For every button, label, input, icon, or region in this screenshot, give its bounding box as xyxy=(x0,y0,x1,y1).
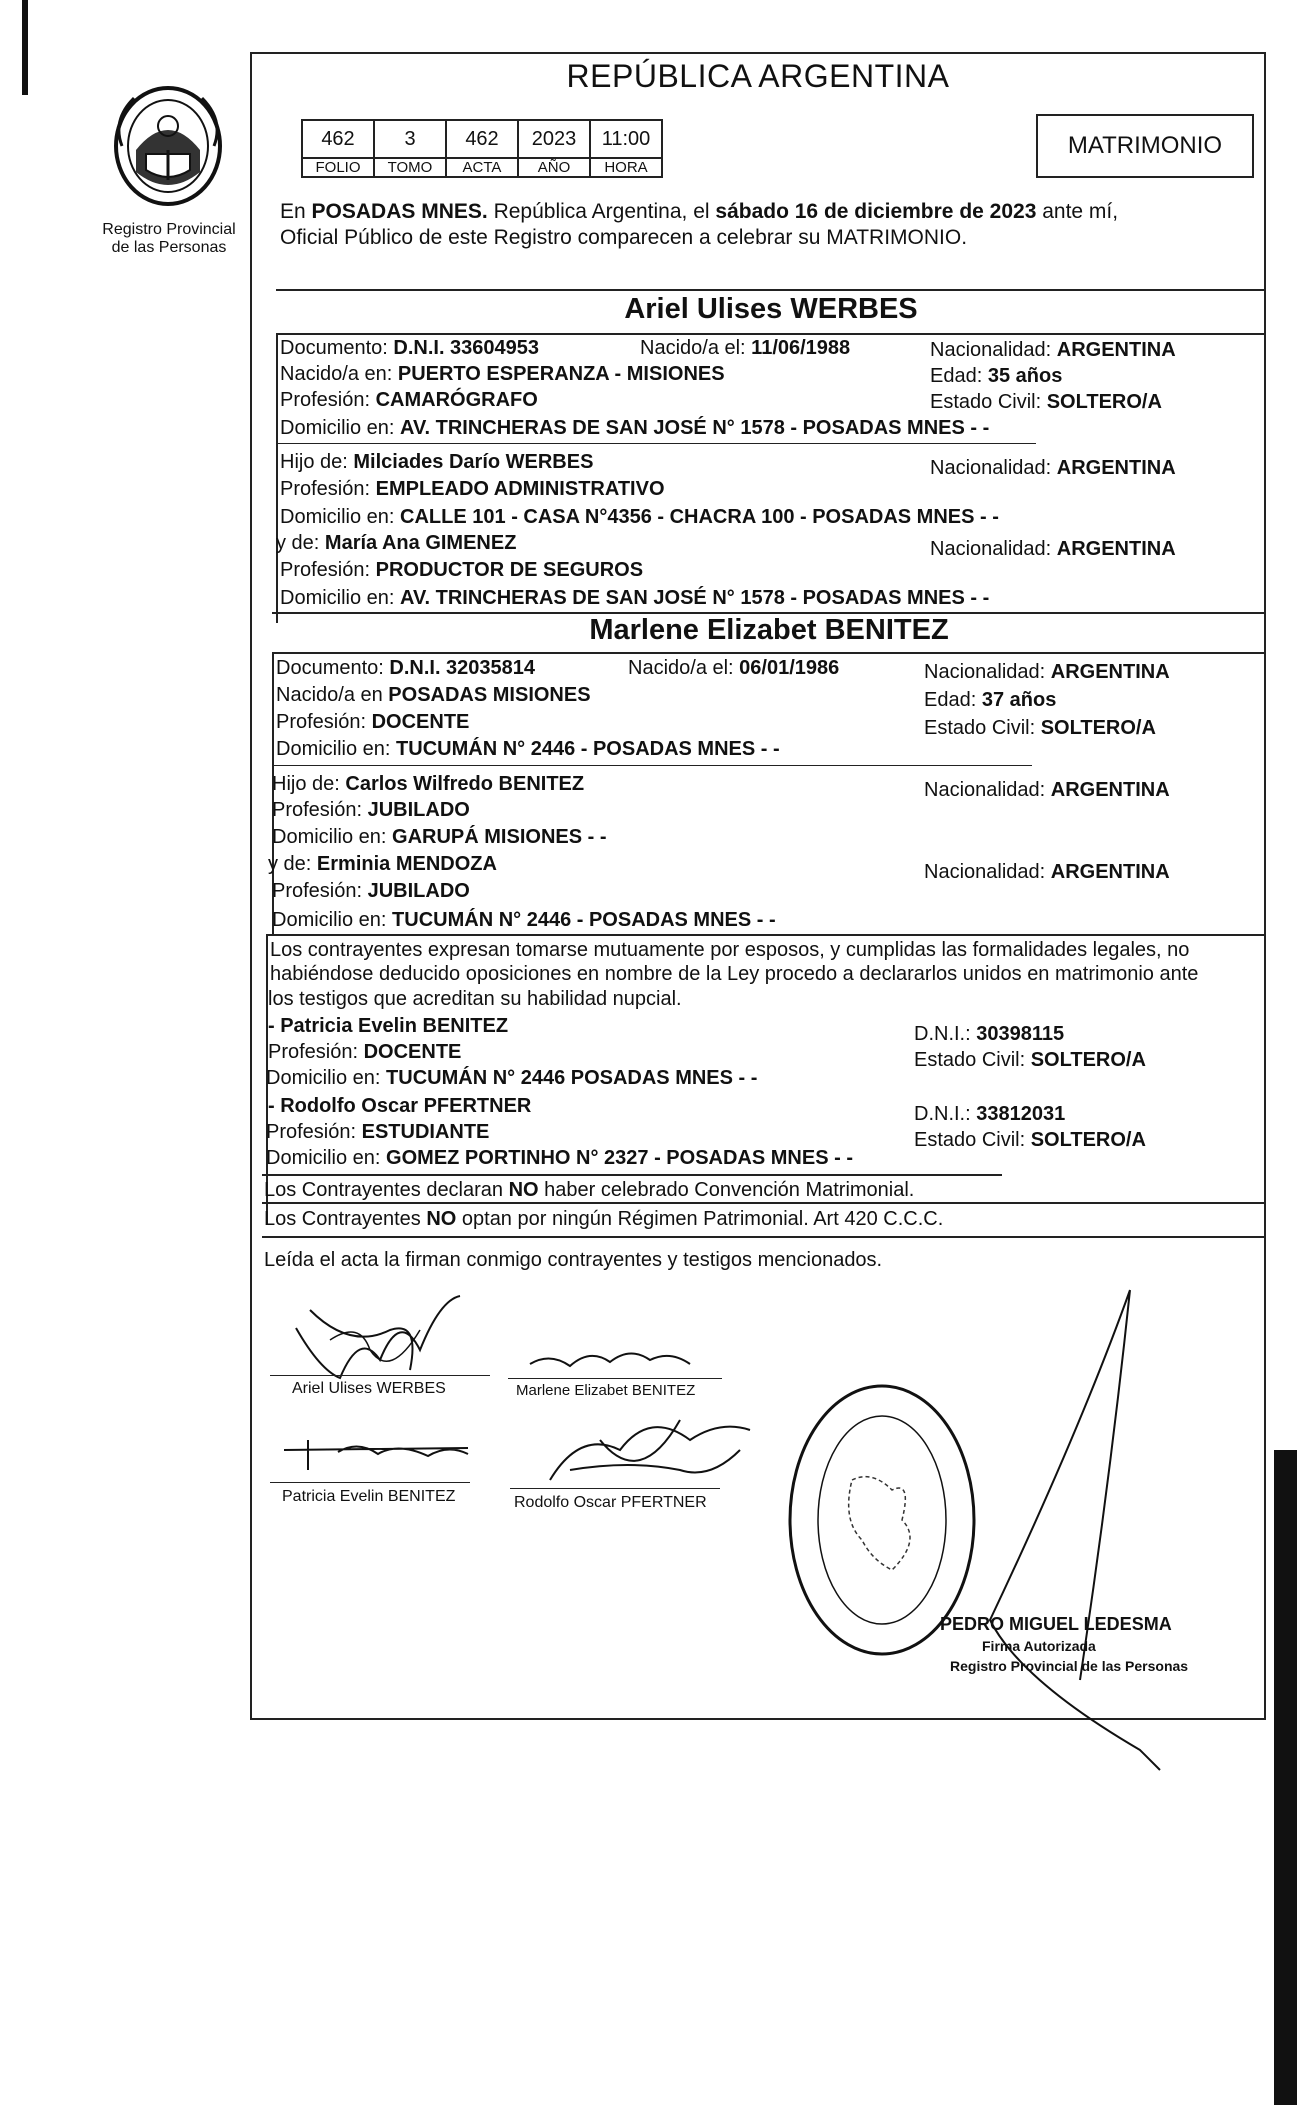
spouse2-profession-value: DOCENTE xyxy=(371,711,470,733)
intro-text-c: ante mí, xyxy=(1036,200,1119,223)
witness2-dni xyxy=(914,1102,1065,1126)
spouse1-father-nationality-value: ARGENTINA xyxy=(1056,457,1176,479)
spouse1-name: Ariel Ulises WERBES xyxy=(624,293,918,325)
spouse1-age-value: 35 años xyxy=(987,365,1063,387)
divider-convention xyxy=(262,1174,1002,1176)
spouse1-mother-address xyxy=(280,586,989,610)
scan-edge-left xyxy=(22,0,28,95)
label-nacionalidad-f2: Nacionalidad: xyxy=(924,779,1051,801)
label-nacionalidad-2: Nacionalidad: xyxy=(924,661,1051,683)
declaration-line3: los testigos que acreditan su habilidad nupcial. xyxy=(268,988,682,1010)
label-dni-w2: D.N.I.: xyxy=(914,1103,977,1125)
spouse1-father-name: Milciades Darío WERBES xyxy=(353,451,594,473)
intro-line1 xyxy=(280,200,1118,224)
spouse2-birthdate-value: 06/01/1986 xyxy=(739,657,840,679)
spouse1-document xyxy=(280,336,539,360)
label-nacido-en-2: Nacido/a en xyxy=(276,684,389,706)
spouse2-document-value: D.N.I. 32035814 xyxy=(389,657,536,679)
label-domicilio: Domicilio en: xyxy=(280,417,401,439)
spouse2-signature-caption: Marlene Elizabet BENITEZ xyxy=(516,1382,696,1399)
spouse1-profession xyxy=(280,388,538,412)
spouse2-profession xyxy=(276,710,469,734)
label-dni-w1: D.N.I.: xyxy=(914,1023,977,1045)
label-domicilio-2: Domicilio en: xyxy=(276,738,397,760)
spouse1-mother-nationality-value: ARGENTINA xyxy=(1056,538,1176,560)
label-profesion: Profesión: xyxy=(280,389,376,411)
witness2-profession-value: ESTUDIANTE xyxy=(361,1121,490,1143)
spouse2-father xyxy=(272,772,584,796)
label-profesion-f1: Profesión: xyxy=(280,478,376,500)
intro-date: sábado 16 de diciembre de 2023 xyxy=(715,200,1037,223)
country-title: REPÚBLICA ARGENTINA xyxy=(566,58,950,94)
label-profesion-f2: Profesión: xyxy=(272,799,368,821)
label-nacionalidad: Nacionalidad: xyxy=(930,339,1057,361)
label-estado-civil-2: Estado Civil: xyxy=(924,717,1041,739)
label-estado-civil-w2: Estado Civil: xyxy=(914,1129,1031,1151)
witness2-address-value: GOMEZ PORTINHO N° 2327 - POSADAS MNES - - xyxy=(386,1147,853,1169)
spouse1-birthdate xyxy=(640,336,850,360)
label-domicilio-m2: Domicilio en: xyxy=(272,909,393,931)
official-office: Registro Provincial de las Personas xyxy=(950,1658,1189,1674)
spouse1-mother-profession xyxy=(280,558,643,582)
spouse1-father-profession xyxy=(280,477,665,501)
witness2-profession xyxy=(266,1120,489,1144)
spouse2-name: Marlene Elizabet BENITEZ xyxy=(589,614,949,646)
spouse2-birthplace xyxy=(276,683,591,707)
witness2-signature-icon xyxy=(540,1400,760,1500)
spouse2-birthplace-value: POSADAS MISIONES xyxy=(388,684,591,706)
spouse1-father-profession-value: EMPLEADO ADMINISTRATIVO xyxy=(375,478,665,500)
label-nacido-el-2: Nacido/a el: xyxy=(628,657,740,679)
witness1-profession xyxy=(268,1040,461,1064)
label-estado-civil-w1: Estado Civil: xyxy=(914,1049,1031,1071)
spouse-block-left-border xyxy=(276,333,278,623)
acta-value: 462 xyxy=(446,120,518,158)
divider-convention-2 xyxy=(262,1202,1266,1204)
spouse2-civil-status-value: SOLTERO/A xyxy=(1040,717,1156,739)
declaration-line2: habiéndose deducido oposiciones en nombre de la Ley procedo a declararlos unidos en matrimonio ante xyxy=(270,963,1199,985)
spouse2-birthdate xyxy=(628,656,839,680)
spouse2-mother-profession xyxy=(272,879,470,903)
spouse1-address-value: AV. TRINCHERAS DE SAN JOSÉ N° 1578 - POSADAS MNES - - xyxy=(400,417,990,439)
spouse2-nationality-value: ARGENTINA xyxy=(1050,661,1170,683)
spouse1-birthplace-value: PUERTO ESPERANZA - MISIONES xyxy=(397,363,725,385)
spouse2-signature-icon xyxy=(520,1340,720,1380)
spouse1-mother xyxy=(276,531,516,555)
spouse2-age xyxy=(924,688,1056,712)
witness2-civil-status xyxy=(914,1128,1146,1152)
intro-text-b: República Argentina, el xyxy=(487,200,716,223)
spouse2-mother xyxy=(268,852,497,876)
spouse1-father-address-value: CALLE 101 - CASA N°4356 - CHACRA 100 - POSADAS MNES - - xyxy=(400,506,999,528)
label-nacionalidad-m1: Nacionalidad: xyxy=(930,538,1057,560)
convention-line1-no: NO xyxy=(508,1179,539,1201)
spouse1-address xyxy=(280,416,989,440)
convention-line2-no: NO xyxy=(426,1208,457,1230)
witness1-name: - Patricia Evelin BENITEZ xyxy=(268,1015,509,1037)
spouse2-father-nationality-value: ARGENTINA xyxy=(1050,779,1170,801)
divider-spouse1 xyxy=(276,333,1266,335)
hora-label: HORA xyxy=(590,158,662,177)
spouse2-document xyxy=(276,656,535,680)
spouse1-age xyxy=(930,364,1062,388)
witness2-address xyxy=(266,1146,853,1170)
spouse2-father-profession xyxy=(272,798,470,822)
convention-line2-a: Los Contrayentes xyxy=(264,1208,427,1230)
witness1-address-value: TUCUMÁN N° 2446 POSADAS MNES - - xyxy=(386,1067,758,1089)
hora-value: 11:00 xyxy=(590,120,662,158)
record-type-box: MATRIMONIO xyxy=(1036,114,1254,178)
spouse2-address xyxy=(276,737,780,761)
closing-statement: Leída el acta la firman conmigo contrayentes y testigos mencionados. xyxy=(264,1249,883,1271)
spouse1-profession-value: CAMARÓGRAFO xyxy=(375,389,538,411)
spouse2-father-address xyxy=(272,825,607,849)
label-nacionalidad-m2: Nacionalidad: xyxy=(924,861,1051,883)
tomo-value: 3 xyxy=(374,120,446,158)
divider-closing xyxy=(262,1236,1266,1238)
divider-spouse2-data xyxy=(272,652,1266,654)
spouse2-mother-nationality-value: ARGENTINA xyxy=(1050,861,1170,883)
folio-label: FOLIO xyxy=(302,158,374,177)
label-hijo-de-2: Hijo de: xyxy=(272,773,346,795)
acta-label: ACTA xyxy=(446,158,518,177)
label-nacido-en: Nacido/a en: xyxy=(280,363,398,385)
witness2-signature-line xyxy=(510,1488,720,1489)
label-profesion-m2: Profesión: xyxy=(272,880,368,902)
record-table xyxy=(301,119,663,178)
registry-name-line2: de las Personas xyxy=(111,239,227,256)
scan-edge-right xyxy=(1274,1450,1297,2105)
spouse1-mother-address-value: AV. TRINCHERAS DE SAN JOSÉ N° 1578 - POSADAS MNES - - xyxy=(400,587,990,609)
tomo-label: TOMO xyxy=(374,158,446,177)
folio-value: 462 xyxy=(302,120,374,158)
official-name: PEDRO MIGUEL LEDESMA xyxy=(940,1614,1172,1634)
spouse1-signature-line xyxy=(270,1375,490,1376)
witness2-civil-status-value: SOLTERO/A xyxy=(1030,1129,1146,1151)
witness1-signature-caption: Patricia Evelin BENITEZ xyxy=(282,1488,456,1505)
declaration-line1: Los contrayentes expresan tomarse mutuamente por esposos, y cumplidas las formalidades legales, no xyxy=(270,939,1190,961)
spouse1-father xyxy=(280,450,593,474)
witness1-signature-icon xyxy=(278,1430,478,1480)
spouse2-address-value: TUCUMÁN N° 2446 - POSADAS MNES - - xyxy=(396,738,780,760)
convention-line2 xyxy=(264,1207,943,1231)
spouse1-document-value: D.N.I. 33604953 xyxy=(393,337,540,359)
label-documento: Documento: xyxy=(280,337,394,359)
label-domicilio-w2: Domicilio en: xyxy=(266,1147,387,1169)
divider-spouse2-parents xyxy=(272,765,1032,766)
spouse2-father-name: Carlos Wilfredo BENITEZ xyxy=(345,773,585,795)
label-y-de: y de: xyxy=(276,532,325,554)
label-profesion-w2: Profesión: xyxy=(266,1121,362,1143)
anio-value: 2023 xyxy=(518,120,590,158)
label-y-de-2: y de: xyxy=(268,853,317,875)
label-edad: Edad: xyxy=(930,365,988,387)
label-domicilio-m1: Domicilio en: xyxy=(280,587,401,609)
divider-intro xyxy=(276,289,1266,291)
spouse1-mother-nationality xyxy=(930,537,1176,561)
convention-line1-c: haber celebrado Convención Matrimonial. xyxy=(538,1179,915,1201)
witness1-civil-status-value: SOLTERO/A xyxy=(1030,1049,1146,1071)
spouse2-mother-profession-value: JUBILADO xyxy=(367,880,470,902)
witness1-dni xyxy=(914,1022,1064,1046)
convention-line1 xyxy=(264,1178,914,1202)
spouse1-nationality xyxy=(930,338,1176,362)
witness2-dni-value: 33812031 xyxy=(976,1103,1066,1125)
witness1-profession-value: DOCENTE xyxy=(363,1041,462,1063)
witness2-signature-caption: Rodolfo Oscar PFERTNER xyxy=(514,1494,707,1511)
spouse1-father-address xyxy=(280,505,999,529)
label-profesion-w1: Profesión: xyxy=(268,1041,364,1063)
spouse2-nationality xyxy=(924,660,1170,684)
anio-label: AÑO xyxy=(518,158,590,177)
label-edad-2: Edad: xyxy=(924,689,982,711)
witness1-dni-value: 30398115 xyxy=(976,1023,1065,1045)
label-estado-civil: Estado Civil: xyxy=(930,391,1047,413)
label-domicilio-w1: Domicilio en: xyxy=(266,1067,387,1089)
label-domicilio-f1: Domicilio en: xyxy=(280,506,401,528)
intro-place: POSADAS MNES. xyxy=(311,200,488,223)
registry-seal-icon xyxy=(108,80,228,210)
spouse1-civil-status xyxy=(930,390,1162,414)
label-profesion-m1: Profesión: xyxy=(280,559,376,581)
intro-line2: Oficial Público de este Registro comparecen a celebrar su MATRIMONIO. xyxy=(280,226,968,249)
spouse1-father-nationality xyxy=(930,456,1176,480)
spouse1-birthdate-value: 11/06/1988 xyxy=(751,337,851,359)
label-nacido-el: Nacido/a el: xyxy=(640,337,752,359)
spouse2-age-value: 37 años xyxy=(981,689,1057,711)
official-signature-stroke-icon xyxy=(960,1280,1190,1780)
spouse2-mother-address-value: TUCUMÁN N° 2446 - POSADAS MNES - - xyxy=(392,909,776,931)
spouse1-mother-profession-value: PRODUCTOR DE SEGUROS xyxy=(375,559,644,581)
label-profesion-2: Profesión: xyxy=(276,711,372,733)
witness1-civil-status xyxy=(914,1048,1146,1072)
spouse1-birthplace xyxy=(280,362,725,386)
label-hijo-de: Hijo de: xyxy=(280,451,354,473)
intro-text-a: En xyxy=(280,200,312,223)
spouse2-mother-address xyxy=(272,908,776,932)
divider-spouse1-parents xyxy=(276,443,1036,444)
witness1-signature-line xyxy=(270,1482,470,1483)
spouse2-mother-name: Erminia MENDOZA xyxy=(316,853,497,875)
spouse2-signature-line xyxy=(508,1378,722,1379)
witness1-address xyxy=(266,1066,757,1090)
spouse2-civil-status xyxy=(924,716,1156,740)
spouse1-civil-status-value: SOLTERO/A xyxy=(1046,391,1162,413)
label-documento-2: Documento: xyxy=(276,657,390,679)
spouse2-mother-nationality xyxy=(924,860,1170,884)
spouse2-father-nationality xyxy=(924,778,1170,802)
convention-line1-a: Los Contrayentes declaran xyxy=(264,1179,509,1201)
label-domicilio-f2: Domicilio en: xyxy=(272,826,393,848)
label-nacionalidad-f1: Nacionalidad: xyxy=(930,457,1057,479)
official-title: Firma Autorizada xyxy=(982,1638,1096,1654)
spouse1-mother-name: María Ana GIMENEZ xyxy=(324,532,517,554)
convention-line2-c: optan por ningún Régimen Patrimonial. Art 420 C.C.C. xyxy=(456,1208,944,1230)
spouse2-father-address-value: GARUPÁ MISIONES - - xyxy=(392,826,607,848)
witness2-name: - Rodolfo Oscar PFERTNER xyxy=(268,1095,532,1117)
spouse1-nationality-value: ARGENTINA xyxy=(1056,339,1176,361)
divider-declaration xyxy=(268,934,1266,936)
spouse1-signature-caption: Ariel Ulises WERBES xyxy=(292,1380,446,1397)
registry-name-line1: Registro Provincial xyxy=(102,221,236,238)
spouse2-father-profession-value: JUBILADO xyxy=(367,799,470,821)
